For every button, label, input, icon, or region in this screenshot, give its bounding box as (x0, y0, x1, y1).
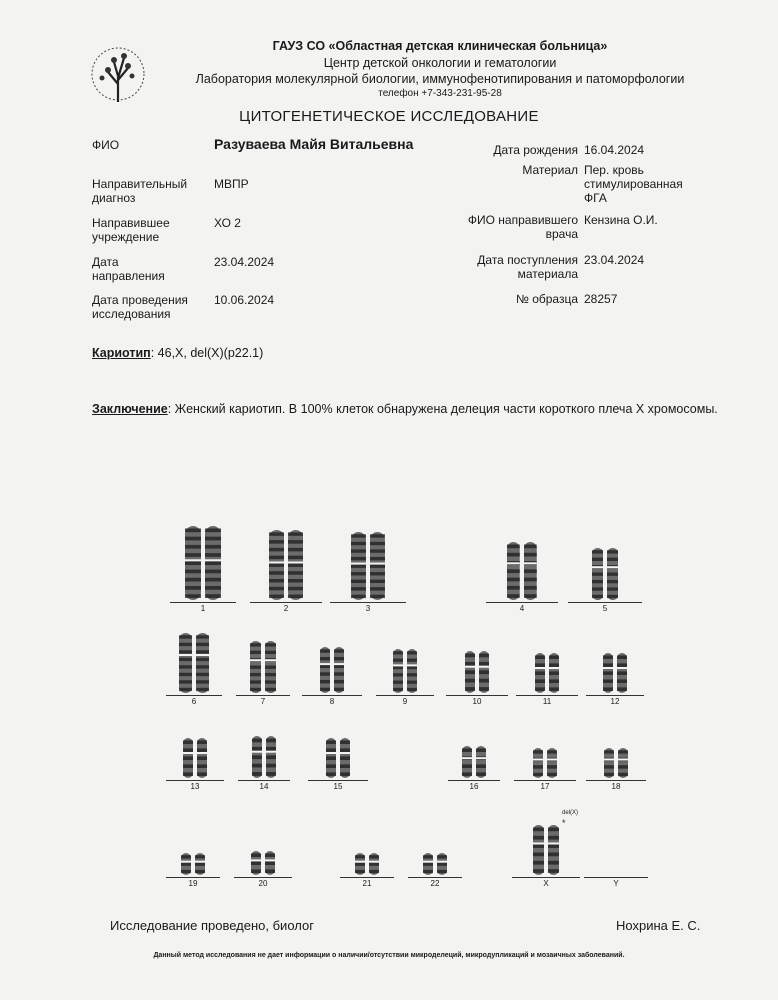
chromosome (196, 633, 209, 693)
material-label: Материал (522, 163, 578, 177)
chromosome-baseline (238, 780, 290, 781)
chromosome (326, 738, 336, 778)
chromosome (462, 746, 472, 778)
chromosome (266, 736, 276, 778)
chromosome (547, 748, 557, 778)
chromosome (592, 548, 603, 600)
chromosome-label: 17 (540, 782, 550, 791)
chromosome (183, 738, 193, 778)
disclaimer: Данный метод исследования не дает информации о наличии/отсутствии микроделеций, микродупликаций и мозаичных заболеваний. (153, 952, 625, 959)
chromosome-baseline (330, 602, 406, 603)
chromosome-baseline (234, 877, 292, 878)
chromosome-baseline (302, 695, 362, 696)
chromosome (549, 653, 559, 693)
doctor-value: Кензина О.И. (584, 213, 658, 227)
chromosome (535, 653, 545, 693)
chromosome (340, 738, 350, 778)
chromosome (252, 736, 262, 778)
header-line3: Лаборатория молекулярной биологии, иммунофенотипирования и патоморфологии (195, 72, 685, 86)
chromosome (334, 647, 344, 693)
chromosome-label: 21 (362, 879, 372, 888)
fio-value: Разуваева Майя Витальевна (214, 136, 414, 152)
chromosome (185, 526, 201, 600)
performed-by: Исследование проведено, биолог (110, 918, 314, 933)
del-marker: del(X) (562, 810, 579, 816)
chromosome (476, 746, 486, 778)
conclusion-value: : Женский кариотип. В 100% клеток обнаружена делеция части короткого плеча X хромосомы. (167, 402, 718, 416)
chromosome-baseline (584, 877, 648, 878)
chromosome-label: 2 (283, 604, 289, 613)
dir-date-label: Дата направления (92, 255, 165, 283)
chromosome-label: 3 (365, 604, 371, 613)
chromosome (533, 748, 543, 778)
chromosome (479, 651, 489, 693)
chromosome-baseline (586, 695, 644, 696)
chromosome (251, 851, 261, 875)
chromosome (407, 649, 417, 693)
inst-value: ХО 2 (214, 216, 241, 230)
fio-label: ФИО (92, 138, 120, 152)
karyotype-value: : 46,X, del(X)(p22.1) (150, 346, 264, 360)
chromosome (197, 738, 207, 778)
chromosome-label: 14 (259, 782, 269, 791)
chromosome-baseline (408, 877, 462, 878)
chromosome (393, 649, 403, 693)
chromosome (288, 530, 303, 600)
chromosome-label: 16 (469, 782, 479, 791)
chromosome (370, 532, 385, 600)
chromosome (205, 526, 221, 600)
chromosome-baseline (514, 780, 576, 781)
chromosome-label: 6 (191, 697, 197, 706)
chromosome-baseline (568, 602, 642, 603)
chromosome-label: 7 (260, 697, 266, 706)
chromosome (269, 530, 284, 600)
chromosome-label: 1 (200, 604, 206, 613)
chromosome (507, 542, 520, 600)
chromosome (250, 641, 261, 693)
chromosome (355, 853, 365, 875)
chromosome-baseline (236, 695, 290, 696)
del-asterisk: * (562, 818, 566, 828)
biologist-name: Нохрина Е. С. (616, 918, 701, 933)
chromosome (607, 548, 618, 600)
chromosome-baseline (250, 602, 322, 603)
conclusion-label: Заключение (92, 402, 168, 416)
chromosome (465, 651, 475, 693)
chromosome (548, 825, 559, 875)
chromosome (617, 653, 627, 693)
chromosome-baseline (446, 695, 508, 696)
chromosome-baseline (486, 602, 558, 603)
header-line1: ГАУЗ СО «Областная детская клиническая больница» (272, 39, 608, 53)
chromosome (603, 653, 613, 693)
exam-date-label: Дата проведения исследования (92, 293, 188, 321)
karyotype-label: Кариотип (92, 346, 151, 360)
chromosome-baseline (586, 780, 646, 781)
chromosome-baseline (308, 780, 368, 781)
exam-date-value: 10.06.2024 (214, 293, 275, 307)
chromosome (524, 542, 537, 600)
chromosome (604, 748, 614, 778)
chromosome-label: 12 (610, 697, 620, 706)
chromosome (437, 853, 447, 875)
chromosome (618, 748, 628, 778)
diag-value: МВПР (214, 177, 249, 191)
recv-label: Дата поступления материала (477, 253, 578, 281)
chromosome-label: Y (613, 879, 619, 888)
birth-value: 16.04.2024 (584, 143, 645, 157)
chromosome-label: 19 (188, 879, 198, 888)
chromosome (265, 641, 276, 693)
dir-date-value: 23.04.2024 (214, 255, 275, 269)
chromosome-baseline (512, 877, 580, 878)
chromosome (195, 853, 205, 875)
doctor-label: ФИО направившего врача (467, 213, 578, 241)
chromosome-baseline (166, 780, 224, 781)
chromosome-baseline (376, 695, 434, 696)
chromosome (320, 647, 330, 693)
chromosome-label: 5 (602, 604, 608, 613)
chromosome (351, 532, 366, 600)
chromosome-label: 9 (402, 697, 408, 706)
material-value: Пер. кровь стимулированная ФГА (584, 163, 683, 205)
chromosome-baseline (170, 602, 236, 603)
chromosome (181, 853, 191, 875)
recv-value: 23.04.2024 (584, 253, 645, 267)
birth-label: Дата рождения (493, 143, 578, 157)
chromosome-label: 20 (258, 879, 268, 888)
chromosome-baseline (166, 877, 220, 878)
chromosome-label: 10 (472, 697, 482, 706)
chromosome-label: 15 (333, 782, 343, 791)
chromosome-baseline (516, 695, 578, 696)
chromosome-label: 11 (542, 697, 552, 706)
chromosome-label: 22 (430, 879, 440, 888)
sample-label: № образца (515, 292, 578, 306)
header-line2: Центр детской онкологии и гематологии (323, 56, 557, 70)
header-phone: телефон +7-343-231-95-28 (378, 88, 502, 99)
chromosome (369, 853, 379, 875)
sample-value: 28257 (584, 292, 618, 306)
chromosome (533, 825, 544, 875)
diag-label: Направительный диагноз (92, 177, 188, 205)
chromosome-label: 18 (611, 782, 621, 791)
chromosome-baseline (448, 780, 500, 781)
chromosome (423, 853, 433, 875)
chromosome (265, 851, 275, 875)
chromosome-label: 13 (190, 782, 200, 791)
chromosome (179, 633, 192, 693)
chromosome-label: 8 (329, 697, 335, 706)
chromosome-baseline (340, 877, 394, 878)
chromosome-label: 4 (519, 604, 525, 613)
page-title: ЦИТОГЕНЕТИЧЕСКОЕ ИССЛЕДОВАНИЕ (239, 108, 539, 125)
chromosome-label: X (543, 879, 549, 888)
chromosome-baseline (166, 695, 222, 696)
inst-label: Направившее учреждение (92, 216, 170, 244)
